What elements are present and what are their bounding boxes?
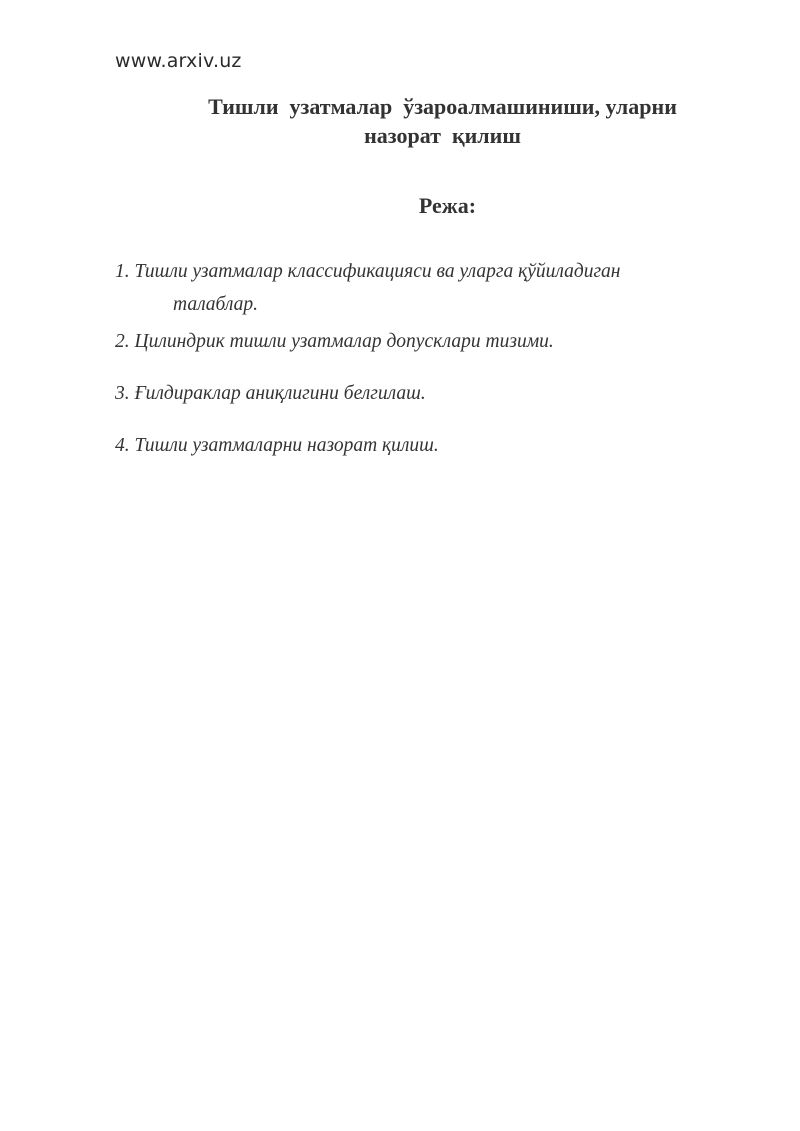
plan-item — [115, 429, 735, 462]
plan-item-text: 1. Тишли узатмалар классификацияси ва уларга қўйиладиган — [115, 261, 621, 282]
plan-item-text: 2. Цилиндрик тишли узатмалар допусклари тизими. — [115, 331, 554, 352]
plan-item-text: 3. Ғилдираклар аниқлигини белгилаш. — [115, 383, 426, 404]
plan-heading: Режа: — [418, 193, 477, 218]
plan-item — [115, 377, 735, 429]
plan-item — [115, 325, 735, 377]
plan-item — [115, 255, 735, 325]
plan-list — [115, 255, 735, 462]
plan-item-continuation: талаблар. — [173, 294, 258, 315]
document-title: Тишли узатмалар ўзароалмашиниши, уларни назорат қилиш — [208, 94, 677, 148]
site-header: www.arxiv.uz — [115, 50, 242, 72]
plan-item-text: 4. Тишли узатмаларни назорат қилиш. — [115, 435, 439, 456]
